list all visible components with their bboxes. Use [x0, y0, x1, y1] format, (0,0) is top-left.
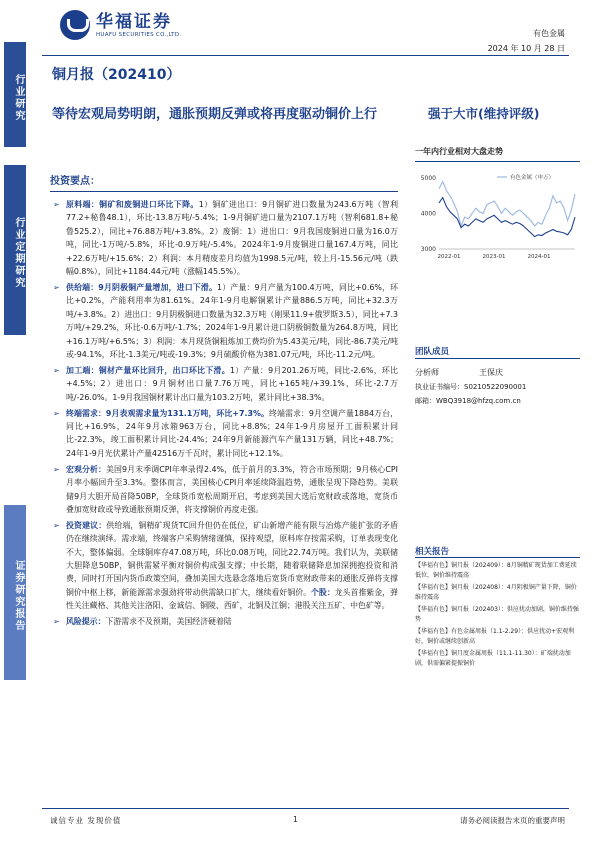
rating-label: 强于大市(维持评级) — [428, 106, 540, 121]
email-label: 邮箱： — [415, 397, 436, 405]
footer-slogan: 诚信专业 发现价值 — [50, 816, 122, 825]
related-report-item[interactable]: 【华福有色】有色金属周报（1.1-2.29）：供应扰动+宏观利好，铜价或继续创新高 — [415, 628, 575, 645]
paragraph-processing: ➢ 加工端：铜材产量环比回升，出口环比下滑。1）产量：9月201.26万吨，同比-2.6%，环比+4.5%；2）进出口：9月铜材出口量7.76万吨，同比+165吨/+39.1%，环比-2.7万吨/-26.0%。1-9月我国铜材累计出口量为103.2万吨，累计同比+38.3%。 — [53, 365, 398, 402]
logo-english-name: HUAFU SECURITIES CO.,LTD. — [96, 32, 182, 38]
bullet-arrow-icon: ➢ — [53, 617, 60, 627]
paragraph-demand: ➢ 终端需求：9月表观需求量为131.1万吨，环比+7.3%。终端需求：9月空调产量1884万台，同比+16.9%，24年9月冰箱963万台，同比+8.8%；24年1-9月房屋开工面积累计同比-22.3%，竣工面积累计同比-24.4%；24年9月新能源汽车产量131万辆，同比+48.7%；24年1-9月光伏累计产量42516万千瓦时，累计同比+12.1%。 — [53, 408, 398, 458]
chart-title: 一年内行业相对大盘走势 — [415, 147, 503, 156]
footer-disclaimer: 请务必阅读报告末页的重要声明 — [460, 816, 565, 825]
related-divider — [415, 557, 580, 558]
x-tick-label: 2023-01 — [482, 254, 506, 260]
analyst-role: 分析师 — [415, 368, 439, 377]
logo-mark-icon — [60, 10, 90, 40]
summary-divider — [50, 191, 398, 192]
team-heading: 团队成员 — [415, 347, 450, 357]
team-divider — [415, 358, 580, 359]
bullet-arrow-icon: ➢ — [53, 520, 60, 530]
related-report-item[interactable]: 【华福有色】铜月度金属周报（11.1-11.30）：矿端扰动加剧，供需偏紧提振铜价 — [415, 650, 571, 667]
series-line-nonferrous — [439, 182, 575, 226]
investment-summary — [50, 172, 398, 631]
bullet-arrow-icon: ➢ — [53, 282, 60, 292]
page-number: 1 — [293, 815, 298, 824]
analyst-name: 王保庆 — [479, 368, 503, 377]
bullet-arrow-icon: ➢ — [53, 464, 60, 474]
sector-label: 有色金属 — [533, 29, 565, 38]
sidebar-tag-periodic-research: 行业定期研究 — [4, 165, 26, 335]
chart-svg — [415, 165, 580, 265]
related-reports-heading: 相关报告 — [415, 547, 450, 557]
y-tick-label: 5000 — [420, 175, 436, 183]
paragraph-supply: ➢ 供给端：9月阴极铜产量增加，进口下滑。1）产量：9月产量为100.4万吨，同比+0.6%，环比+0.2%，产能利用率为81.61%。24年1-9月电解铜累计产量886.5万吨，同比+32.3万吨/+3.8%。2）进出口：9月阴极铜进口数量为32.3万吨（刚果11.9+俄罗斯3.5），同比+7.3万吨/+29.2%，环比-0.6万吨/-1.7%；2024年1-9月累计进口阴极铜数量为264.8万吨，同比+16.1万吨/+6.5%；3）利润：本月现货铜粗炼加工费均价为5.43美元/吨，同比-86.7美元/吨或-94.1%，环比-1.3美元/吨或-19.3%；9月硫酸价格为381.07元/吨，环比-11.2元/吨。 — [53, 282, 398, 359]
report-title: 铜月报（202410） — [52, 67, 181, 83]
legend-label: 有色金属（申万） — [510, 175, 555, 181]
logo-chinese-name: 华福证券 — [96, 12, 172, 32]
paragraph-investment: ➢ 投资建议：供给端，铜精矿现货TC回升但仍在低位，矿山新增产能有限与冶炼产能扩张的矛盾仍在继续演绎。需求端，终端客户采购情绪谨慎，保持观望，原料库存按需采购，订单表现变化不大，整体偏弱。全球铜库存47.08万吨，环比0.08万吨，同比22.74万吨。我们认为，美联储大胆降息50BP，铜供需紧平衡对铜价构成强支撑；中长期，随着联储降息加深拥抱投资和消费，同时打开国内货币政策空间，叠加美国大选悬念落地后宽货币宽财政带来的通胀反弹将支撑铜价中枢上移，新能源需求强劲将带动供需缺口扩大，继续看好铜价。个股：龙头首推紫金，弹性关注藏格、其他关注洛阳、金诚信、铜陵、西矿，北铜及江铜；港股关注五矿、中色矿等。 — [53, 520, 398, 611]
x-tick-label: 2022-01 — [437, 254, 461, 260]
related-reports-list — [415, 561, 580, 671]
cert-number: S0210522090001 — [464, 383, 527, 391]
y-tick-label: 4000 — [420, 210, 436, 218]
paragraph-macro: ➢ 宏观分析：美国9月末季调CPI年率录得2.4%，低于前月的3.3%，符合市场预期；9月核心CPI月率小幅回升至3.3%。整体而言，美国核心CPI月率延续降温趋势，通胀呈现下降趋势。美联储9月大胆开局首降50BP，全球货币宽松周期开启，考虑到美国大选后宽财政或落地，宽货币叠加宽财政或导致通胀预期反弹，将支撑铜价再度走强。 — [53, 464, 398, 514]
summary-heading: 投资要点： — [50, 176, 100, 187]
paragraph-raw-materials: ➢ 原料端：铜矿和废铜进口环比下降。1）铜矿进出口：9月铜矿进口数量为243.6万吨（智利77.2+秘鲁48.1），环比-13.8万吨/-5.4%；1-9月铜矿进口量为2107.1万吨（智利681.8+秘鲁525.2），同比+76.88万吨/+3.8%。2）废铜：1）进出口：9月我国废铜进口量为16.0万吨，同比-1万吨/-5.8%，环比-0.9万吨/-5.4%。2024年1-9月废铜进口量167.4万吨，同比+22.6万吨/+15.6%；2）利润：本月精废差月均值为1998.5元/吨，较上月-15.56元/吨（跌幅0.8%），同比+1184.44元/吨（涨幅145.5%）。 — [53, 200, 398, 277]
sidebar-tag-securities-report: 证券研究报告 — [4, 505, 26, 680]
sidebar-tag-industry-research: 行业研究 — [4, 42, 26, 147]
chart-divider — [415, 161, 580, 162]
series-line-benchmark — [439, 198, 575, 237]
relative-performance-chart — [415, 146, 580, 269]
footer-divider — [42, 808, 569, 809]
related-report-item[interactable]: 【华福有色】铜月报（202408）：4月阴极铜产量下降，铜价维持震荡 — [415, 584, 577, 601]
x-tick-label: 2024-01 — [527, 254, 551, 260]
header-meta — [488, 26, 565, 56]
report-date: 2024 年 10 月 28 日 — [487, 44, 565, 53]
left-sidebar — [0, 0, 30, 841]
header-divider — [42, 55, 569, 56]
cert-label: 执业证书编号： — [415, 383, 464, 391]
analyst-email[interactable]: WBQ3918@hfzq.com.cn — [436, 397, 521, 405]
analyst-info — [415, 366, 580, 408]
main-headline: 等待宏观局势明朗，通胀预期反弹或将再度驱动铜价上行 — [52, 107, 378, 122]
bullet-arrow-icon: ➢ — [53, 200, 60, 209]
paragraph-risk: ➢ 风险提示：下游需求不及预期，美国经济硬着陆 — [50, 615, 398, 628]
company-logo — [60, 10, 181, 40]
related-report-item[interactable]: 【华福有色】铜月报（202409）：8月铜精矿现货加工费延续低位，铜价维持震荡 — [415, 562, 577, 579]
related-report-item[interactable]: 【华福有色】铜月报（202403）：供应扰动加剧，铜价维持强势 — [415, 606, 579, 623]
bullet-arrow-icon: ➢ — [53, 365, 60, 375]
bullet-arrow-icon: ➢ — [53, 408, 60, 418]
y-tick-label: 3000 — [420, 246, 436, 253]
